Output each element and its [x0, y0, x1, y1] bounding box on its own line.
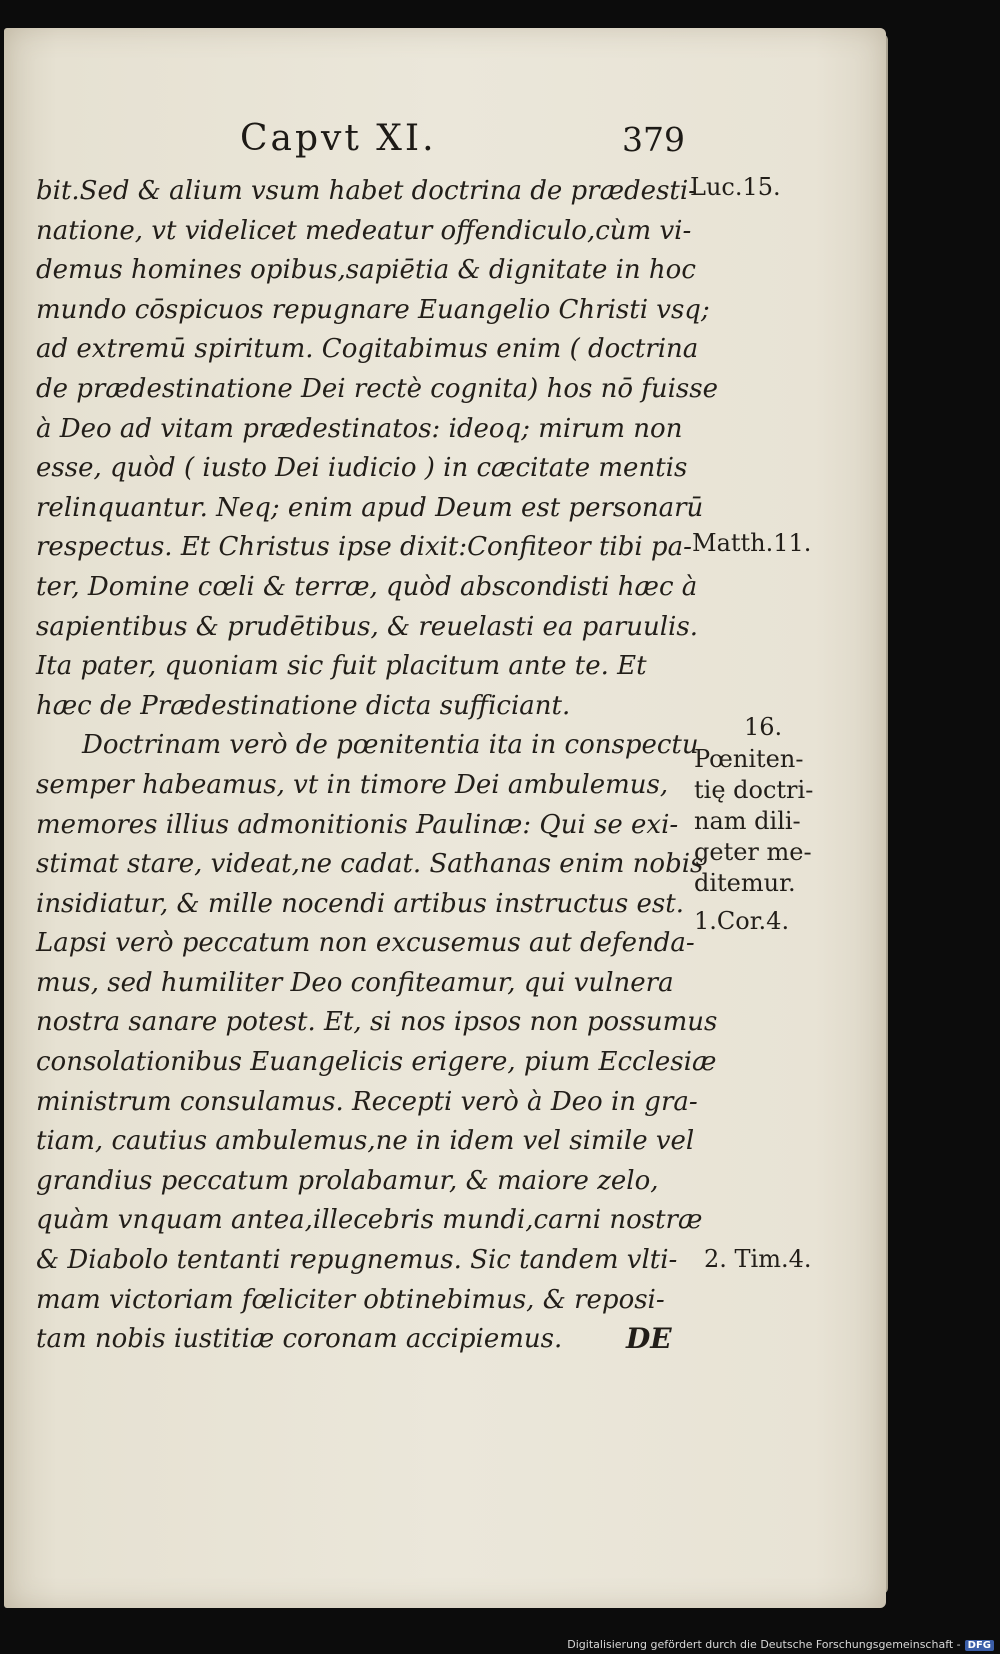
text-line: relinquantur. Neq; enim apud Deum est personarū — [36, 492, 704, 523]
text-line: & Diabolo tentanti repugnemus. Sic tandem vlti- — [36, 1245, 678, 1276]
margin-note-line: ditemur. — [694, 869, 796, 897]
text-line: mam victoriam fœliciter obtinebimus, & reposi- — [36, 1284, 665, 1315]
text-line: à Deo ad vitam prædestinatos: ideoq; mirum non — [36, 413, 683, 444]
dfg-logo: DFG — [965, 1640, 994, 1651]
text-line: natione, vt videlicet medeatur offendiculo,cùm vi- — [36, 215, 692, 246]
text-line: stimat stare, videat,ne cadat. Sathanas enim nobis — [36, 849, 704, 880]
text-line: semper habeamus, vt in timore Dei ambulemus, — [36, 769, 669, 800]
digitization-credit — [567, 1638, 994, 1651]
text-line: sapientibus & prudētibus, & reuelasti ea paruulis. — [36, 611, 698, 642]
body-text — [36, 172, 718, 1360]
margin-note-line: geter me- — [694, 838, 812, 866]
margin-note-line: Pœniten- — [694, 745, 804, 773]
margin-note-luke: Luc.15. — [690, 173, 781, 201]
text-line: quàm vnquam antea,illecebris mundi,carni nostræ — [36, 1205, 703, 1236]
text-line: Ita pater, quoniam sic fuit placitum ante te. Et — [36, 651, 647, 682]
margin-note-poenitentia — [694, 744, 813, 899]
credit-text: Digitalisierung gefördert durch die Deutsche Forschungsgemeinschaft - — [567, 1638, 961, 1651]
text-line: ad extremū spiritum. Cogitabimus enim ( doctrina — [36, 334, 699, 365]
text-line: respectus. Et Christus ipse dixit:Confiteor tibi pa- — [36, 532, 692, 563]
margin-note-timothy: 2. Tim.4. — [704, 1245, 812, 1273]
text-line: memores illius admonitionis Paulinæ: Qui se exi- — [36, 809, 679, 840]
margin-note-corinthians: 1.Cor.4. — [694, 907, 790, 935]
text-line: ter, Domine cœli & terræ, quòd abscondisti hæc à — [36, 571, 698, 602]
margin-note-line: nam dili- — [694, 807, 801, 835]
text-line: grandius peccatum prolabamur, & maiore zelo, — [36, 1165, 659, 1196]
text-line: tiam, cautius ambulemus,ne in idem vel simile vel — [36, 1126, 695, 1157]
text-line: bit.Sed & alium vsum habet doctrina de prædesti- — [36, 176, 697, 206]
catchword: DE — [626, 1322, 672, 1355]
text-line: tam nobis iustitiæ coronam accipiemus. — [36, 1324, 563, 1355]
text-line: de prædestinatione Dei rectè cognita) hos nō fuisse — [36, 373, 718, 404]
text-line: mundo cōspicuos repugnare Euangelio Christi vsq; — [36, 294, 710, 325]
text-line: mus, sed humiliter Deo confiteamur, qui vulnera — [36, 967, 674, 998]
text-line: esse, quòd ( iusto Dei iudicio ) in cæcitate mentis — [36, 453, 688, 484]
page-header — [0, 118, 1000, 168]
text-line: Lapsi verò peccatum non excusemus aut defenda- — [36, 928, 695, 959]
text-line: consolationibus Euangelicis erigere, pium Ecclesiæ — [36, 1047, 717, 1078]
text-line: nostra sanare potest. Et, si nos ipsos non possumus — [36, 1007, 718, 1038]
margin-note-line: tię doctri- — [694, 776, 814, 804]
margin-section-number: 16. — [744, 713, 783, 741]
text-line: demus homines opibus,sapiētia & dignitate in hoc — [36, 255, 696, 286]
text-line: hæc de Prædestinatione dicta sufficiant. — [36, 690, 571, 721]
margin-note-matthew: Matth.11. — [692, 529, 812, 557]
running-title: Capvt XI. — [240, 118, 437, 159]
text-line: ministrum consulamus. Recepti verò à Deo in gra- — [36, 1086, 698, 1117]
text-line: insidiatur, & mille nocendi artibus instructus est. — [36, 888, 684, 919]
page-number: 379 — [622, 120, 685, 159]
paragraph-start-line: Doctrinam verò de pœnitentia ita in conspectu — [82, 730, 699, 761]
